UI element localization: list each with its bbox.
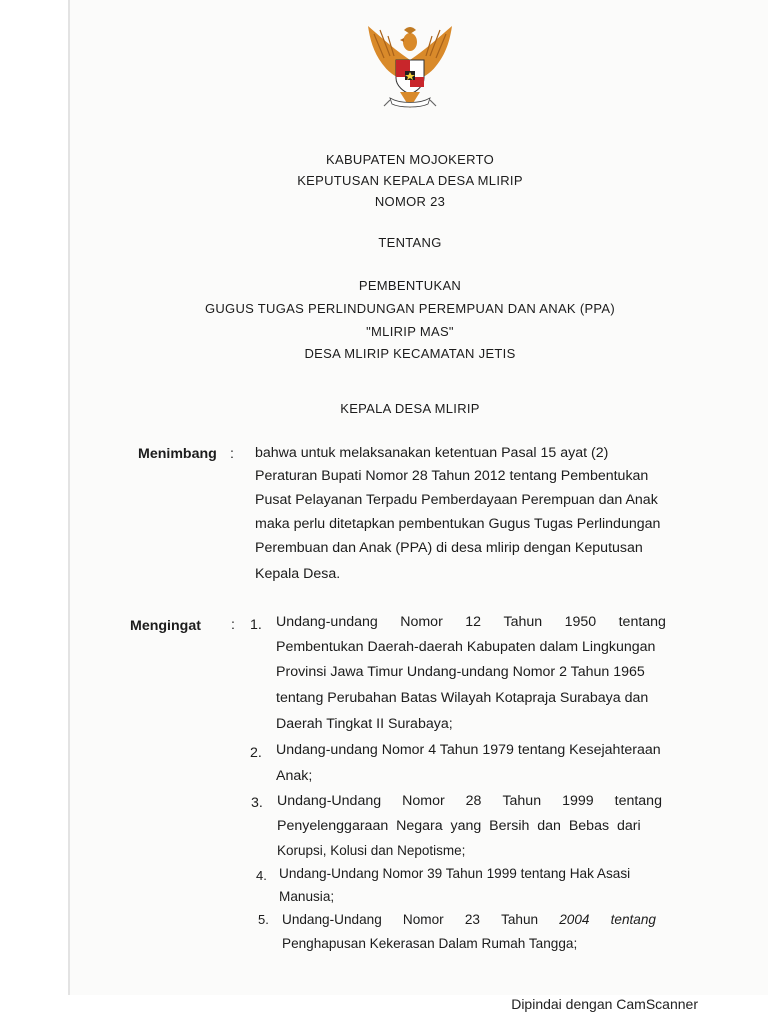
mengingat-item-3-line-2: Penyelenggaraan Negara yang Bersih dan Bebas dari — [277, 818, 641, 834]
page-edge — [68, 0, 70, 995]
mengingat-item-2-line-1: Undang-undang Nomor 4 Tahun 1979 tentang Kesejahteraan — [276, 742, 661, 758]
menimbang-line-1: bahwa untuk melaksanakan ketentuan Pasal 15 ayat (2) — [255, 445, 609, 461]
menimbang-line-2: Peraturan Bupati Nomor 28 Tahun 2012 tentang Pembentukan — [255, 468, 649, 484]
mengingat-item-2-number: 2. — [250, 745, 262, 761]
menimbang-line-4: maka perlu ditetapkan pembentukan Gugus Tugas Perlindungan — [255, 516, 661, 532]
mengingat-item-1-line-5: Daerah Tingkat II Surabaya; — [276, 716, 453, 732]
decree-number: NOMOR 23 — [374, 194, 446, 209]
mengingat-item-4-number: 4. — [256, 868, 267, 883]
mengingat-item-5-number: 5. — [258, 912, 269, 927]
menimbang-line-6: Kepala Desa. — [255, 566, 341, 582]
regency-title: KABUPATEN MOJOKERTO — [326, 152, 494, 167]
mengingat-item-4-line-1: Undang-Undang Nomor 39 Tahun 1999 tentang Hak Asasi — [279, 866, 631, 881]
camscanner-watermark: Dipindai dengan CamScanner — [511, 996, 698, 1012]
mengingat-item-1-line-3: Provinsi Jawa Timur Undang-undang Nomor 2 Tahun 1965 — [276, 664, 645, 680]
subject-line-2: GUGUS TUGAS PERLINDUNGAN PEREMPUAN DAN ANAK (PPA) — [204, 301, 616, 316]
menimbang-line-5: Perembuan dan Anak (PPA) di desa mlirip dengan Keputusan — [255, 540, 643, 556]
mengingat-item-5-line-2: Penghapusan Kekerasan Dalam Rumah Tangga; — [282, 936, 578, 951]
menimbang-colon: : — [230, 446, 234, 462]
issuer-heading: KEPALA DESA MLIRIP — [340, 401, 480, 416]
mengingat-item-5-line-1: Undang-Undang Nomor 23 Tahun 2004 tentang — [282, 912, 656, 927]
mengingat-item-1-line-4: tentang Perubahan Batas Wilayah Kotapraja Surabaya dan — [276, 690, 649, 706]
mengingat-item-2-line-2: Anak; — [276, 768, 313, 784]
subject-line-4: DESA MLIRIP KECAMATAN JETIS — [304, 346, 516, 361]
decree-title: KEPUTUSAN KEPALA DESA MLIRIP — [297, 173, 523, 188]
mengingat-item-1-line-1: Undang-undang Nomor 12 Tahun 1950 tentang — [276, 614, 666, 630]
mengingat-item-3-line-1: Undang-Undang Nomor 28 Tahun 1999 tentang — [277, 793, 662, 809]
mengingat-item-1-line-2: Pembentukan Daerah-daerah Kabupaten dalam Lingkungan — [276, 639, 656, 655]
mengingat-item-4-line-2: Manusia; — [279, 889, 335, 904]
garuda-pancasila-emblem-icon — [360, 20, 460, 112]
subject-line-3: "MLIRIP MAS" — [366, 324, 454, 339]
menimbang-line-3: Pusat Pelayanan Terpadu Pemberdayaan Perempuan dan Anak — [255, 492, 658, 508]
mengingat-item-1-number: 1. — [250, 617, 262, 633]
mengingat-item-3-number: 3. — [251, 795, 263, 811]
about-heading: TENTANG — [378, 235, 442, 250]
mengingat-label: Mengingat — [130, 618, 201, 634]
mengingat-colon: : — [231, 617, 235, 633]
mengingat-item-3-line-3: Korupsi, Kolusi dan Nepotisme; — [277, 843, 466, 858]
menimbang-label: Menimbang — [138, 446, 217, 462]
subject-line-1: PEMBENTUKAN — [358, 278, 462, 293]
